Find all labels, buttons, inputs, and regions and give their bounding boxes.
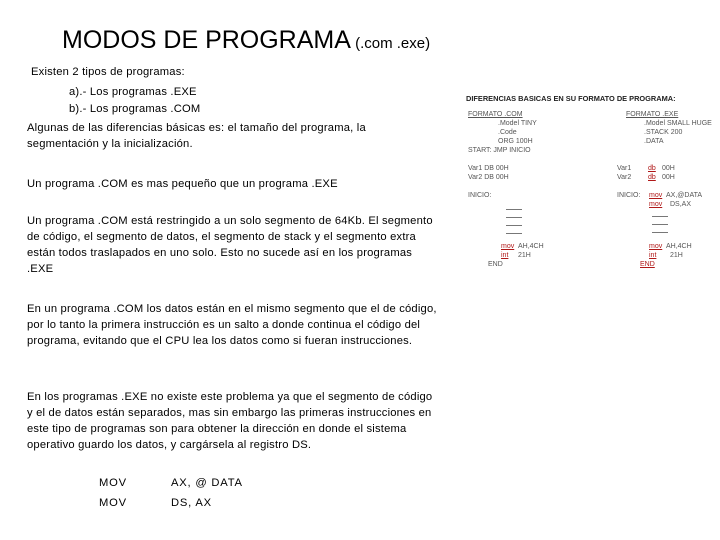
exe-mov2: mov [649,201,663,208]
title-main: MODOS DE PROGRAMA [62,26,351,54]
com-start: START: JMP INICIO [468,147,531,154]
exe-blank-line-3 [652,232,668,233]
exe-var1: Var1 [617,165,632,172]
com-var2: Var2 DB 00H [468,174,509,181]
com-org: ORG 100H [498,138,533,145]
code-op-2: MOV [99,497,127,509]
exe-var2-val: 00H [662,174,675,181]
com-mov-args: AH,4CH [518,243,544,250]
exe-end: END [640,261,655,268]
exe-header: FORMATO .EXE [626,111,679,118]
com-header: FORMATO .COM [468,111,523,118]
com-blank-line-1 [506,209,522,210]
exe-mov2-args: DS,AX [670,201,692,208]
paragraph-com-data: En un programa .COM los datos están en el mismo segmento que el de código, por lo tanto la primera instrucción es un salto a donde continua el código del programa, evitando que el CPU lea los datos como si fueran instrucciones. [27,303,437,347]
com-int-args: 21H [518,252,531,259]
exe-mov1-args: AX,@DATA [666,192,703,199]
paragraph-segment: Un programa .COM está restringido a un solo segmento de 64Kb. El segmento de código, el segmento de datos, el segmento de stack y el segmento extra están todos traslapados en uno solo. Esto no sucede así en los programas .EXE [27,215,433,275]
exe-blank-line-2 [652,224,668,225]
page-title [62,26,430,55]
intro-line: Existen 2 tipos de programas: [31,66,185,78]
com-model: .Model TINY [498,120,537,127]
paragraph-differences: Algunas de las diferencias básicas es: el tamaño del programa, la segmentación y la inicialización. [27,122,366,150]
exe-mov1: mov [649,192,663,199]
code-op-1: MOV [99,477,127,489]
exe-var2-op: db [648,174,656,181]
com-int: int [501,252,509,259]
exe-model: .Model SMALL HUGE [644,120,712,127]
exe-int: int [649,252,657,259]
com-inicio: INICIO: [468,192,492,199]
intro-item-com: b).- Los programas .COM [69,103,201,115]
com-code: .Code [498,129,517,136]
exe-stack: .STACK 200 [644,129,683,136]
com-blank-line-4 [506,233,522,234]
paragraph-exe-data: En los programas .EXE no existe este problema ya que el segmento de código y el de datos están separados, mas sin embargo las primeras instrucciones en este tipo de programas son para obtener la dirección en donde el sistema operativo guardo los datos, y cargársela al registro DS. [27,391,433,451]
intro-item-exe: a).- Los programas .EXE [69,86,197,98]
code-args-1: AX, @ DATA [171,477,243,489]
exe-mov3-args: AH,4CH [666,243,692,250]
title-sub: (.com .exe) [350,35,431,52]
format-comparison-figure [462,88,720,278]
paragraph-size: Un programa .COM es mas pequeño que un programa .EXE [27,178,338,190]
com-mov: mov [501,243,515,250]
exe-mov3: mov [649,243,663,250]
figure-heading: DIFERENCIAS BASICAS EN SU FORMATO DE PROGRAMA: [466,94,676,103]
exe-int-args: 21H [670,252,683,259]
com-end: END [488,261,503,268]
exe-var1-op: db [648,165,656,172]
exe-inicio: INICIO: [617,192,641,199]
exe-blank-line-1 [652,216,668,217]
code-args-2: DS, AX [171,497,212,509]
com-var1: Var1 DB 00H [468,165,509,172]
exe-var2: Var2 [617,174,632,181]
exe-data: .DATA [644,138,664,145]
exe-var1-val: 00H [662,165,675,172]
com-blank-line-2 [506,217,522,218]
com-blank-line-3 [506,225,522,226]
